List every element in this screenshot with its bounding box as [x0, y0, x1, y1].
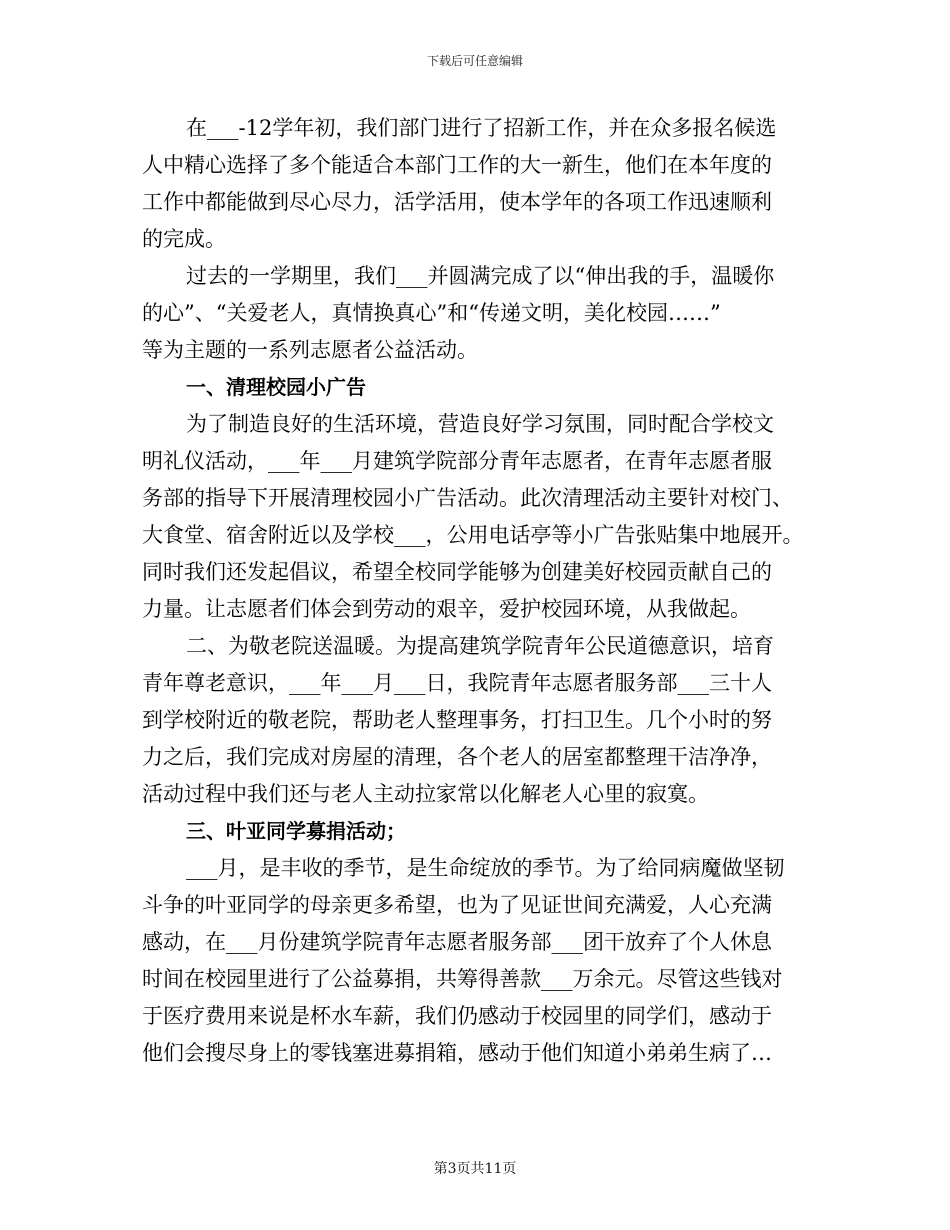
text-line: 到学校附近的敬老院，帮助老人整理事务，打扫卫生。几个小时的努	[142, 708, 772, 732]
text-line: 时间在校园里进行了公益募捐，共筹得善款___万余元。尽管这些钱对	[142, 967, 783, 991]
paragraph-nursing-home	[142, 628, 820, 813]
page-number-footer: 第3页共11页	[433, 1161, 517, 1177]
text-line: 二、为敬老院送温暖。为提高建筑学院青年公民道德意识，培育	[186, 634, 774, 658]
text-line: 工作中都能做到尽心尽力，活学活用，使本学年的各项工作迅速顺利	[142, 190, 772, 214]
text-line: 斗争的叶亚同学的母亲更多希望，也为了见证世间充满爱，人心充满	[142, 893, 772, 917]
text-line: 大食堂、宿舍附近以及学校___，公用电话亭等小广告张贴集中地展开。	[142, 523, 804, 547]
page-header: 下载后可任意编辑	[426, 54, 523, 68]
text-line: 他们会搜尽身上的零钱塞进募捐箱，感动于他们知道小弟弟生病了…	[142, 1041, 772, 1065]
text-line: 同时我们还发起倡议，希望全校同学能够为创建美好校园贡献自己的	[142, 560, 772, 584]
text-line: 在___-12学年初，我们部门进行了招新工作，并在众多报名候选	[186, 116, 777, 140]
document-body	[142, 110, 820, 1072]
paragraph-recruitment	[142, 110, 820, 258]
paragraph-semester-summary	[142, 258, 820, 369]
heading-text: 一、清理校园小广告	[186, 375, 366, 399]
text-line: 过去的一学期里，我们___并圆满完成了以“伸出我的手，温暖你	[186, 264, 775, 288]
paragraph-cleanup	[142, 406, 820, 628]
text-line: 明礼仪活动，___年___月建筑学院部分青年志愿者，在青年志愿者服	[142, 449, 772, 473]
paragraph-donation	[142, 850, 820, 1072]
text-line: 等为主题的一系列志愿者公益活动。	[142, 338, 478, 362]
text-line: 为了制造良好的生活环境，营造良好学习氛围，同时配合学校文	[186, 412, 774, 436]
text-line: 感动，在___月份建筑学院青年志愿者服务部___团干放弃了个人休息	[142, 930, 772, 954]
heading-text: 三、叶亚同学募捐活动；	[186, 819, 406, 843]
text-line: 务部的指导下开展清理校园小广告活动。此次清理活动主要针对校门、	[142, 486, 793, 510]
text-line: ___月，是丰收的季节，是生命绽放的季节。为了给同病魔做坚韧	[186, 856, 785, 880]
section-heading-1	[142, 369, 820, 406]
text-line: 人中精心选择了多个能适合本部门工作的大一新生，他们在本年度的	[142, 153, 772, 177]
text-line: 的心”、“关爱老人，真情换真心”和“传递文明，美化校园……”	[142, 301, 721, 325]
text-line: 活动过程中我们还与老人主动拉家常以化解老人心里的寂寞。	[142, 782, 709, 806]
text-line: 的完成。	[142, 227, 226, 251]
text-line: 于医疗费用来说是杯水车薪，我们仍感动于校园里的同学们，感动于	[142, 1004, 772, 1028]
section-heading-3	[142, 813, 820, 850]
text-line: 力量。让志愿者们体会到劳动的艰辛，爱护校园环境，从我做起。	[142, 597, 751, 621]
text-line: 力之后，我们完成对房屋的清理，各个老人的居室都整理干洁净净，	[142, 745, 772, 769]
text-line: 青年尊老意识，___年___月___日，我院青年志愿者服务部___三十人	[142, 671, 772, 695]
